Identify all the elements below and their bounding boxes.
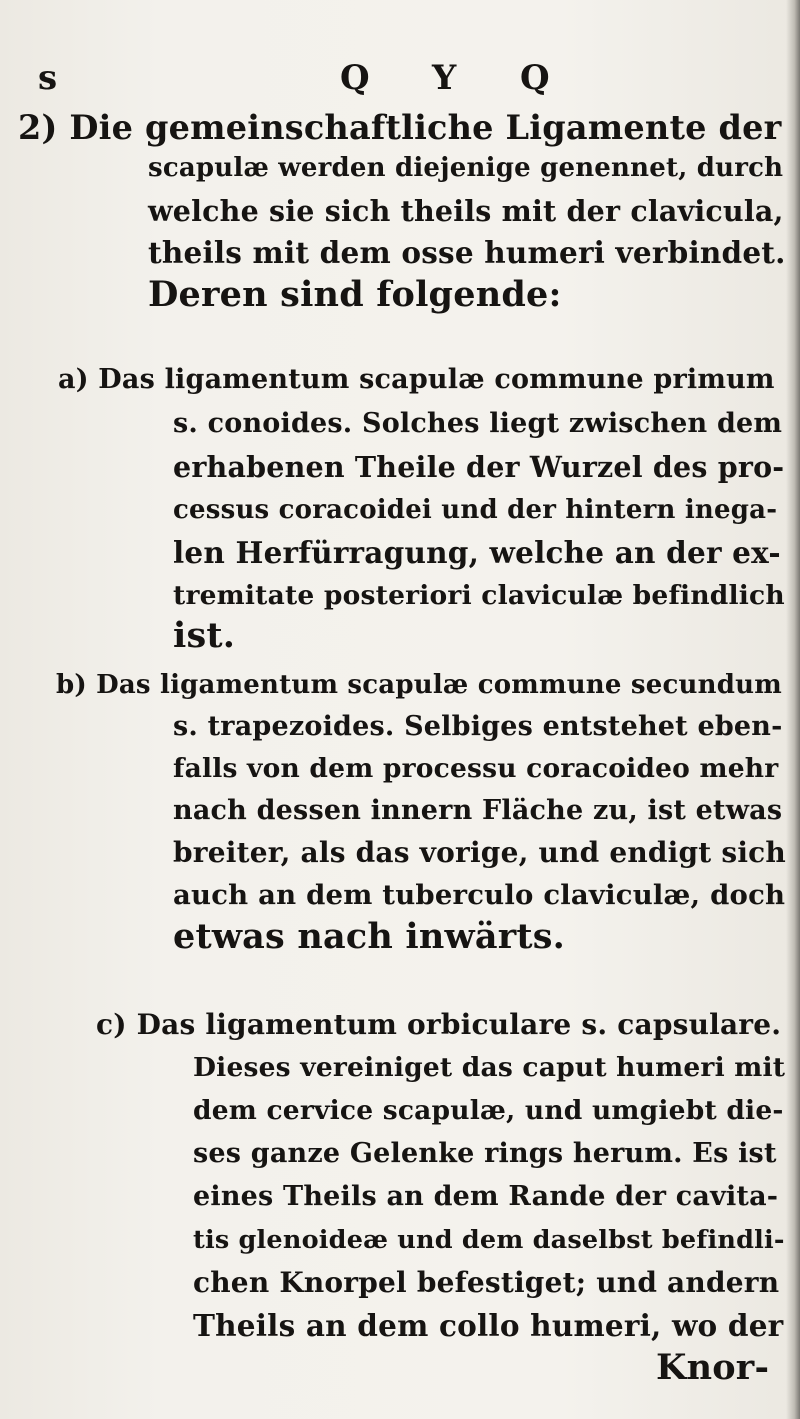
- text-line: chen Knorpel befestiget; und andern: [193, 1266, 780, 1299]
- text-line: nach dessen innern Fläche zu, ist etwas: [173, 795, 783, 826]
- text-line: b) Das ligamentum scapulæ commune secundum: [56, 670, 782, 700]
- text-line: s. conoides. Solches liegt zwischen dem: [173, 408, 783, 439]
- text-line: erhabenen Theile der Wurzel des pro-: [173, 450, 785, 484]
- signature-mark-3: Q: [520, 58, 550, 98]
- signature-left-mark: s: [38, 58, 58, 98]
- text-line: welche sie sich theils mit der clavicula,: [148, 194, 784, 228]
- text-line: Theils an dem collo humeri, wo der: [193, 1308, 784, 1343]
- text-line: Deren sind folgende:: [148, 274, 562, 315]
- page-edge-shadow: [786, 0, 800, 1419]
- signature-mark-1: Q: [340, 58, 370, 98]
- text-line: s. trapezoides. Selbiges entstehet eben-: [173, 711, 783, 742]
- text-line: cessus coracoidei und der hintern inega-: [173, 495, 778, 525]
- text-line: eines Theils an dem Rande der cavita-: [193, 1181, 779, 1212]
- text-line: falls von dem processu coracoideo mehr: [173, 753, 779, 784]
- text-line: a) Das ligamentum scapulæ commune primum: [58, 364, 775, 395]
- text-line: ist.: [173, 615, 236, 656]
- text-line: scapulæ werden diejenige genennet, durch: [148, 153, 784, 183]
- text-line: 2) Die gemeinschaftliche Ligamente der: [18, 108, 782, 147]
- catchword: Knor-: [656, 1347, 770, 1388]
- text-line: ses ganze Gelenke rings herum. Es ist: [193, 1138, 777, 1169]
- text-line: tremitate posteriori claviculæ befindlich: [173, 580, 785, 611]
- text-line: c) Das ligamentum orbiculare s. capsulare.: [96, 1008, 782, 1041]
- page-signature: [0, 58, 800, 98]
- text-line: etwas nach inwärts.: [173, 916, 566, 957]
- text-line: len Herfürragung, welche an der ex-: [173, 535, 781, 570]
- text-line: dem cervice scapulæ, und umgiebt die-: [193, 1095, 784, 1126]
- text-line: auch an dem tuberculo claviculæ, doch: [173, 879, 786, 911]
- text-line: theils mit dem osse humeri verbindet.: [148, 235, 786, 270]
- text-line: breiter, als das vorige, und endigt sich: [173, 836, 786, 869]
- text-line: Dieses vereiniget das caput humeri mit: [193, 1052, 786, 1083]
- text-line: tis glenoideæ und dem daselbst befindli-: [193, 1225, 785, 1255]
- signature-mark-2: Y: [432, 58, 457, 98]
